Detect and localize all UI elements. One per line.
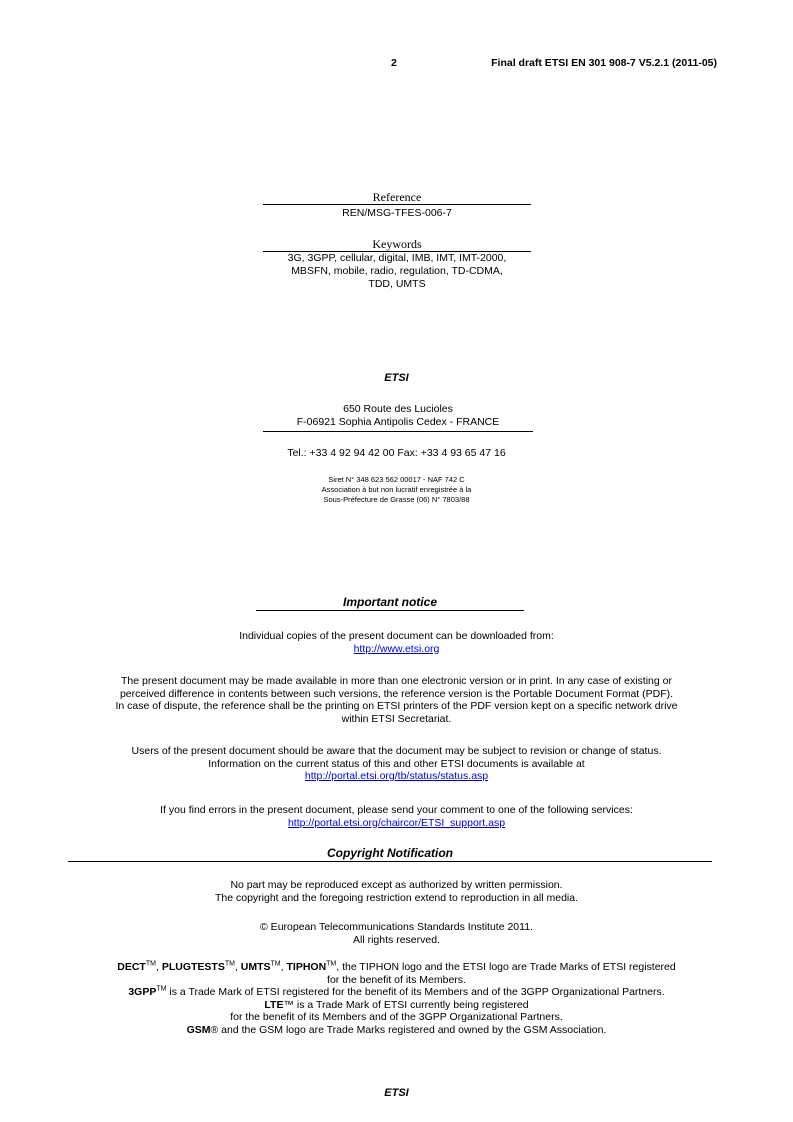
trademarks-block — [40, 961, 753, 1036]
trademark-line: DECT™, PLUGTESTS™, UMTS™, TIPHON™, the TIPHON logo and the ETSI logo are Trade Marks of ETSI registered — [117, 960, 676, 973]
trademark-name: LTE — [264, 998, 284, 1011]
paragraph-line: © European Telecommunications Standards Institute 2011. — [260, 921, 533, 933]
status-link[interactable]: http://portal.etsi.org/tb/status/status.asp — [304, 770, 489, 782]
tm-sign: TM — [156, 985, 167, 993]
trademark-name: UMTS — [240, 961, 271, 973]
page-footer: ETSI — [384, 1087, 409, 1099]
paragraph-line: The present document may be made available in more than one electronic version or in print. In any case of existing or — [121, 675, 672, 687]
trademark-line: for the benefit of its Members and of the 3GPP Organizational Partners. — [230, 1011, 563, 1023]
trademark-line: for the benefit of its Members. — [327, 973, 466, 986]
reference-value: REN/MSG-TFES-006-7 — [342, 207, 452, 219]
tm-sign: TM — [326, 960, 337, 968]
trademark-text: , the TIPHON logo and the ETSI logo are Trade Marks of ETSI registered — [336, 961, 676, 973]
siret-info — [0, 475, 793, 505]
document-title: Final draft ETSI EN 301 908-7 V5.2.1 (2011-05) — [491, 57, 717, 69]
keywords-list — [263, 252, 531, 291]
paragraph-line: All rights reserved. — [353, 933, 440, 946]
tm-sign: ™ — [283, 998, 294, 1011]
paragraph-line: In case of dispute, the reference shall be the printing on ETSI printers of the PDF version kept on a specific network drive — [115, 700, 678, 712]
keywords-line: TDD, UMTS — [368, 278, 426, 290]
important-notice-title: Important notice — [256, 595, 524, 611]
versions-paragraph — [60, 675, 733, 725]
trademark-line — [40, 986, 753, 999]
copyright-title: Copyright Notification — [68, 846, 712, 862]
keywords-line: 3G, 3GPP, cellular, digital, IMB, IMT, IMT-2000, — [287, 252, 507, 264]
trademark-name: DECT — [117, 961, 146, 973]
tm-sign: TM — [145, 960, 156, 968]
paragraph-line: perceived difference in contents between such versions, the reference version is the Portable Document Format (PDF). — [119, 687, 674, 700]
keywords-line: MBSFN, mobile, radio, regulation, TD-CDMA, — [291, 265, 503, 277]
reproduction-paragraph — [60, 879, 733, 904]
trademark-line — [40, 999, 753, 1012]
address-line: F-06921 Sophia Antipolis Cedex - FRANCE — [263, 416, 533, 432]
siret-line: Association à but non lucratif enregistrée à la — [321, 485, 472, 494]
tm-sign: TM — [224, 960, 235, 968]
paragraph-line: No part may be reproduced except as authorized by written permission. — [230, 879, 563, 891]
trademark-text: ® and the GSM logo are Trade Marks registered and owned by the GSM Association. — [210, 1023, 607, 1036]
trademark-name: 3GPP — [128, 986, 157, 998]
paragraph-line: Users of the present document should be aware that the document may be subject to revision or change of status. — [131, 745, 662, 757]
paragraph-line: The copyright and the foregoing restriction extend to reproduction in all media. — [214, 891, 579, 904]
trademark-line — [40, 1024, 753, 1037]
telephone-fax: Tel.: +33 4 92 94 42 00 Fax: +33 4 93 65 47 16 — [287, 447, 506, 459]
page-header — [0, 57, 793, 73]
trademark-name: TIPHON — [286, 961, 327, 973]
organization-address — [263, 403, 533, 432]
tm-sign: TM — [270, 960, 281, 968]
siret-line: Siret N° 348 623 562 00017 - NAF 742 C — [328, 475, 465, 484]
trademark-name: GSM — [186, 1023, 211, 1036]
copyright-statement — [60, 921, 733, 946]
trademark-text: is a Trade Mark of ETSI registered for the benefit of its Members and of the 3GPP Organizational Partners. — [166, 986, 665, 998]
paragraph-text: Individual copies of the present document can be downloaded from: — [239, 630, 554, 642]
page-number: 2 — [391, 57, 397, 69]
status-paragraph — [60, 745, 733, 783]
paragraph-line: within ETSI Secretariat. — [341, 712, 452, 725]
address-line: 650 Route des Lucioles — [343, 403, 453, 415]
support-link[interactable]: http://portal.etsi.org/chaircor/ETSI_support.asp — [287, 816, 506, 829]
siret-line: Sous-Préfecture de Grasse (06) N° 7803/88 — [323, 495, 470, 504]
trademark-text: is a Trade Mark of ETSI currently being registered — [293, 998, 529, 1011]
organization-name: ETSI — [384, 372, 409, 384]
reference-label: Reference — [263, 190, 531, 205]
paragraph-text: If you find errors in the present document, please send your comment to one of the following services: — [160, 804, 633, 816]
reference-keywords-block — [263, 190, 531, 291]
keywords-label: Keywords — [263, 237, 531, 252]
download-paragraph — [60, 630, 733, 655]
paragraph-line: Information on the current status of this and other ETSI documents is available at — [208, 757, 585, 770]
trademark-name: PLUGTESTS — [161, 961, 225, 973]
etsi-website-link[interactable]: http://www.etsi.org — [353, 642, 440, 655]
errors-paragraph — [60, 804, 733, 829]
